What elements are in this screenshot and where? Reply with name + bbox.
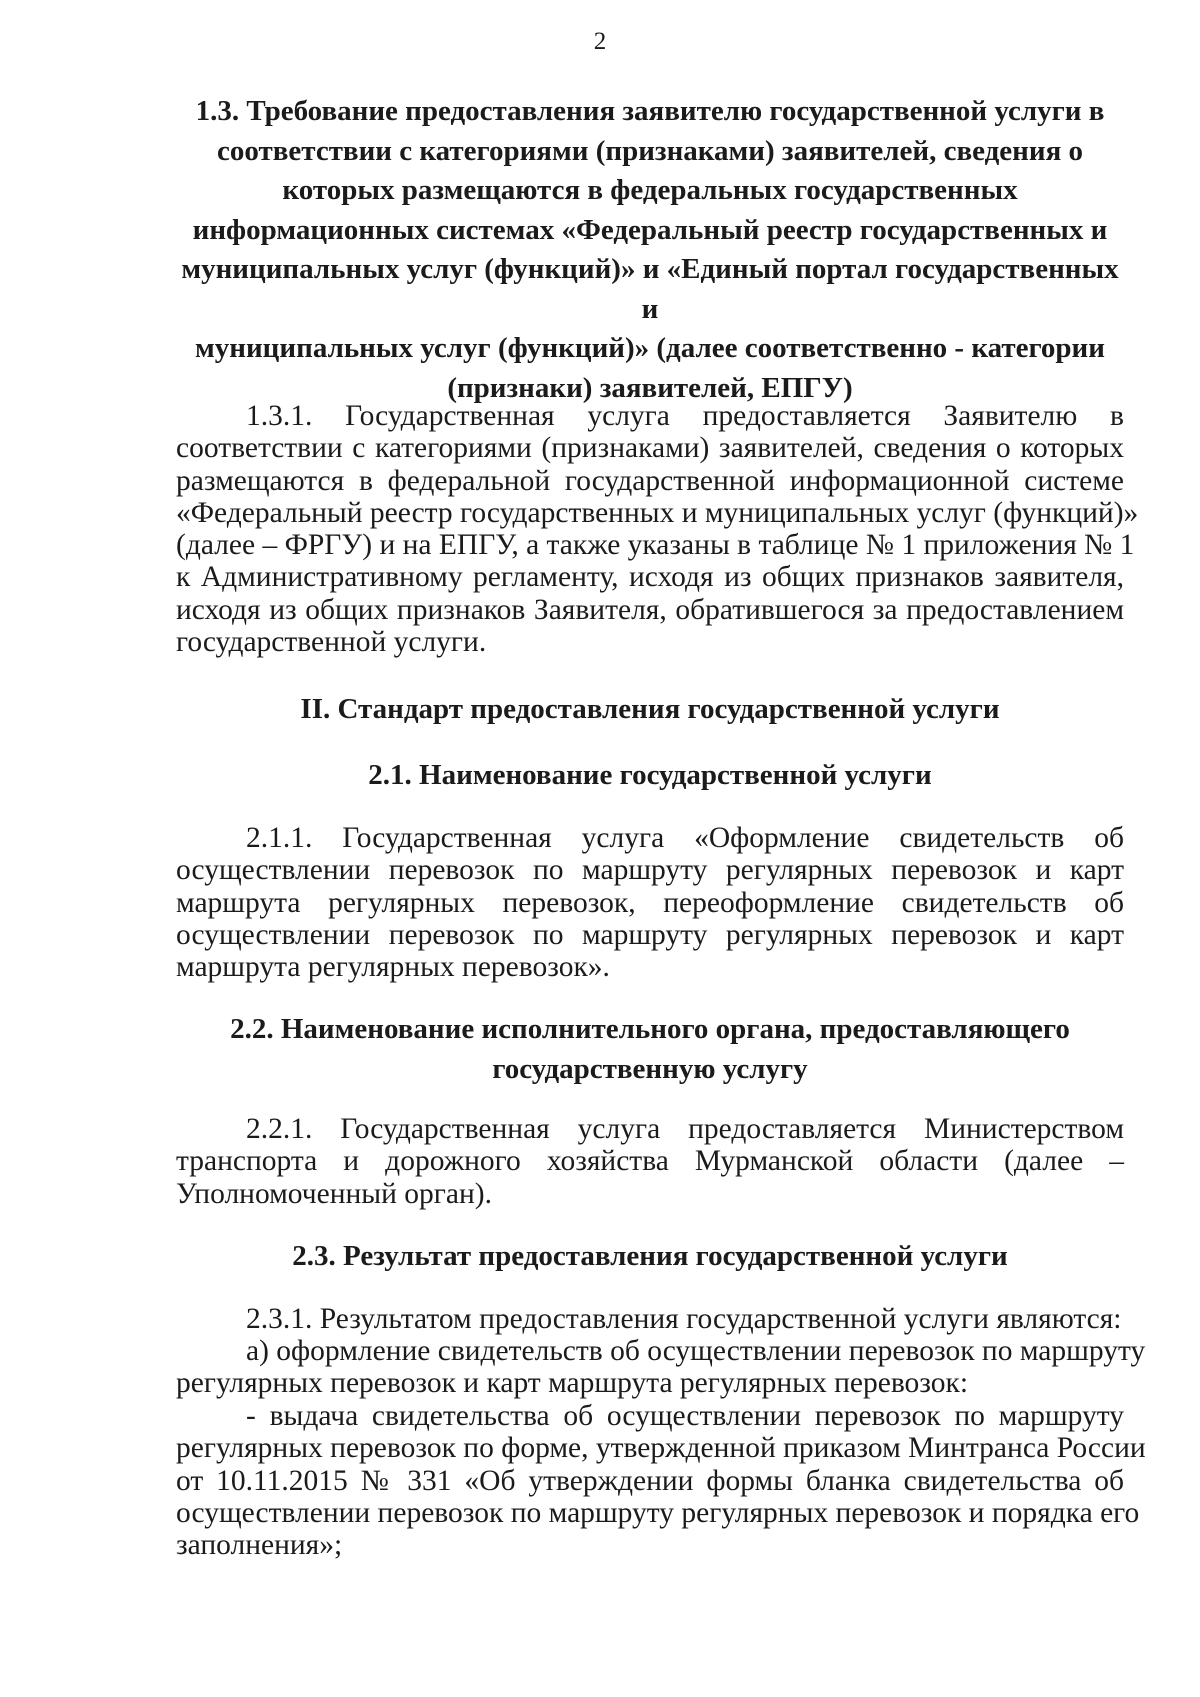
- paragraph-2-3-1-dash: [176, 1400, 1146, 1562]
- heading-line: муниципальных услуг (функций)» (далее соответственно - категории: [195, 332, 1105, 364]
- heading-line: которых размещаются в федеральных государственных: [282, 174, 1018, 206]
- paragraph-line: 1.3.1. Государственная услуга предоставляется Заявителю в: [246, 400, 1124, 432]
- paragraph-line: к Административному регламенту, исходя из общих признаков заявителя,: [176, 561, 1124, 594]
- paragraph-line: регулярных перевозок и карт маршрута регулярных перевозок:: [176, 1367, 969, 1400]
- heading-line: соответствии с категориями (признаками) заявителей, сведения о: [216, 134, 1084, 167]
- heading-line: II. Стандарт предоставления государственной услуги: [300, 693, 1000, 725]
- section-2-heading: [176, 690, 1124, 730]
- paragraph-2-3-1-a: [176, 1335, 1146, 1400]
- paragraph-line: - выдача свидетельства об осуществлении перевозок по маршруту: [246, 1400, 1124, 1432]
- heading-line: государственную услугу: [492, 1052, 808, 1085]
- heading-line: муниципальных услуг (функций)» и «Единый портал государственных и: [181, 253, 1119, 325]
- heading-line: 1.3. Требование предоставления заявителю государственной услуги в: [195, 95, 1105, 127]
- section-2-2-heading: [176, 1010, 1124, 1089]
- page-number: 2: [593, 28, 607, 55]
- paragraph-line: 2.3.1. Результатом предоставления государственной услуги являются:: [246, 1303, 1122, 1335]
- paragraph-line: Уполномоченный орган).: [176, 1177, 492, 1210]
- paragraph-line: транспорта и дорожного хозяйства Мурманской области (далее –: [176, 1145, 1124, 1178]
- paragraph-line: осуществлении перевозок по маршруту регулярных перевозок и карт: [176, 918, 1124, 951]
- paragraph-2-1-1: [176, 822, 1124, 983]
- paragraph-line: регулярных перевозок по форме, утвержденной приказом Минтранса России: [176, 1432, 1146, 1465]
- paragraph-1-3-1: [176, 400, 1139, 659]
- paragraph-line: осуществлении перевозок по маршруту регулярных перевозок и порядка его: [176, 1496, 1140, 1529]
- paragraph-line: заполнения»;: [176, 1529, 343, 1562]
- section-2-1-heading: [176, 756, 1124, 796]
- heading-line: 2.3. Результат предоставления государственной услуги: [292, 1240, 1008, 1272]
- heading-line: 2.2. Наименование исполнительного органа, предоставляющего: [230, 1013, 1070, 1045]
- paragraph-line: от 10.11.2015 № 331 «Об утверждении формы бланка свидетельства об: [176, 1464, 1124, 1497]
- paragraph-2-2-1: [176, 1113, 1124, 1210]
- paragraph-line: 2.2.1. Государственная услуга предоставляется Министерством: [246, 1113, 1124, 1145]
- paragraph-line: соответствии с категориями (признаками) заявителей, сведения о которых: [176, 432, 1124, 465]
- heading-line: (признаки) заявителей, ЕПГУ): [447, 371, 853, 404]
- heading-line: 2.1. Наименование государственной услуги: [368, 759, 932, 791]
- paragraph-line: (далее – ФРГУ) и на ЕПГУ, а также указаны в таблице № 1 приложения № 1: [176, 529, 1135, 562]
- paragraph-line: а) оформление свидетельств об осуществлении перевозок по маршруту: [246, 1335, 1146, 1367]
- paragraph-line: размещаются в федеральной государственной информационной системе: [176, 464, 1124, 497]
- paragraph-line: государственной услуги.: [176, 626, 487, 659]
- section-1-3-heading: [176, 92, 1124, 408]
- paragraph-line: маршрута регулярных перевозок, переоформление свидетельств об: [176, 886, 1124, 919]
- paragraph-line: «Федеральный реестр государственных и муниципальных услуг (функций)»: [176, 496, 1139, 529]
- paragraph-line: 2.1.1. Государственная услуга «Оформление свидетельств об: [246, 822, 1124, 854]
- paragraph-line: исходя из общих признаков Заявителя, обратившегося за предоставлением: [176, 593, 1124, 626]
- paragraph-2-3-1: [176, 1303, 1124, 1335]
- heading-line: информационных системах «Федеральный реестр государственных и: [192, 213, 1108, 246]
- section-2-3-heading: [176, 1237, 1124, 1277]
- paragraph-line: осуществлении перевозок по маршруту регулярных перевозок и карт: [176, 854, 1124, 887]
- paragraph-line: маршрута регулярных перевозок».: [176, 951, 610, 984]
